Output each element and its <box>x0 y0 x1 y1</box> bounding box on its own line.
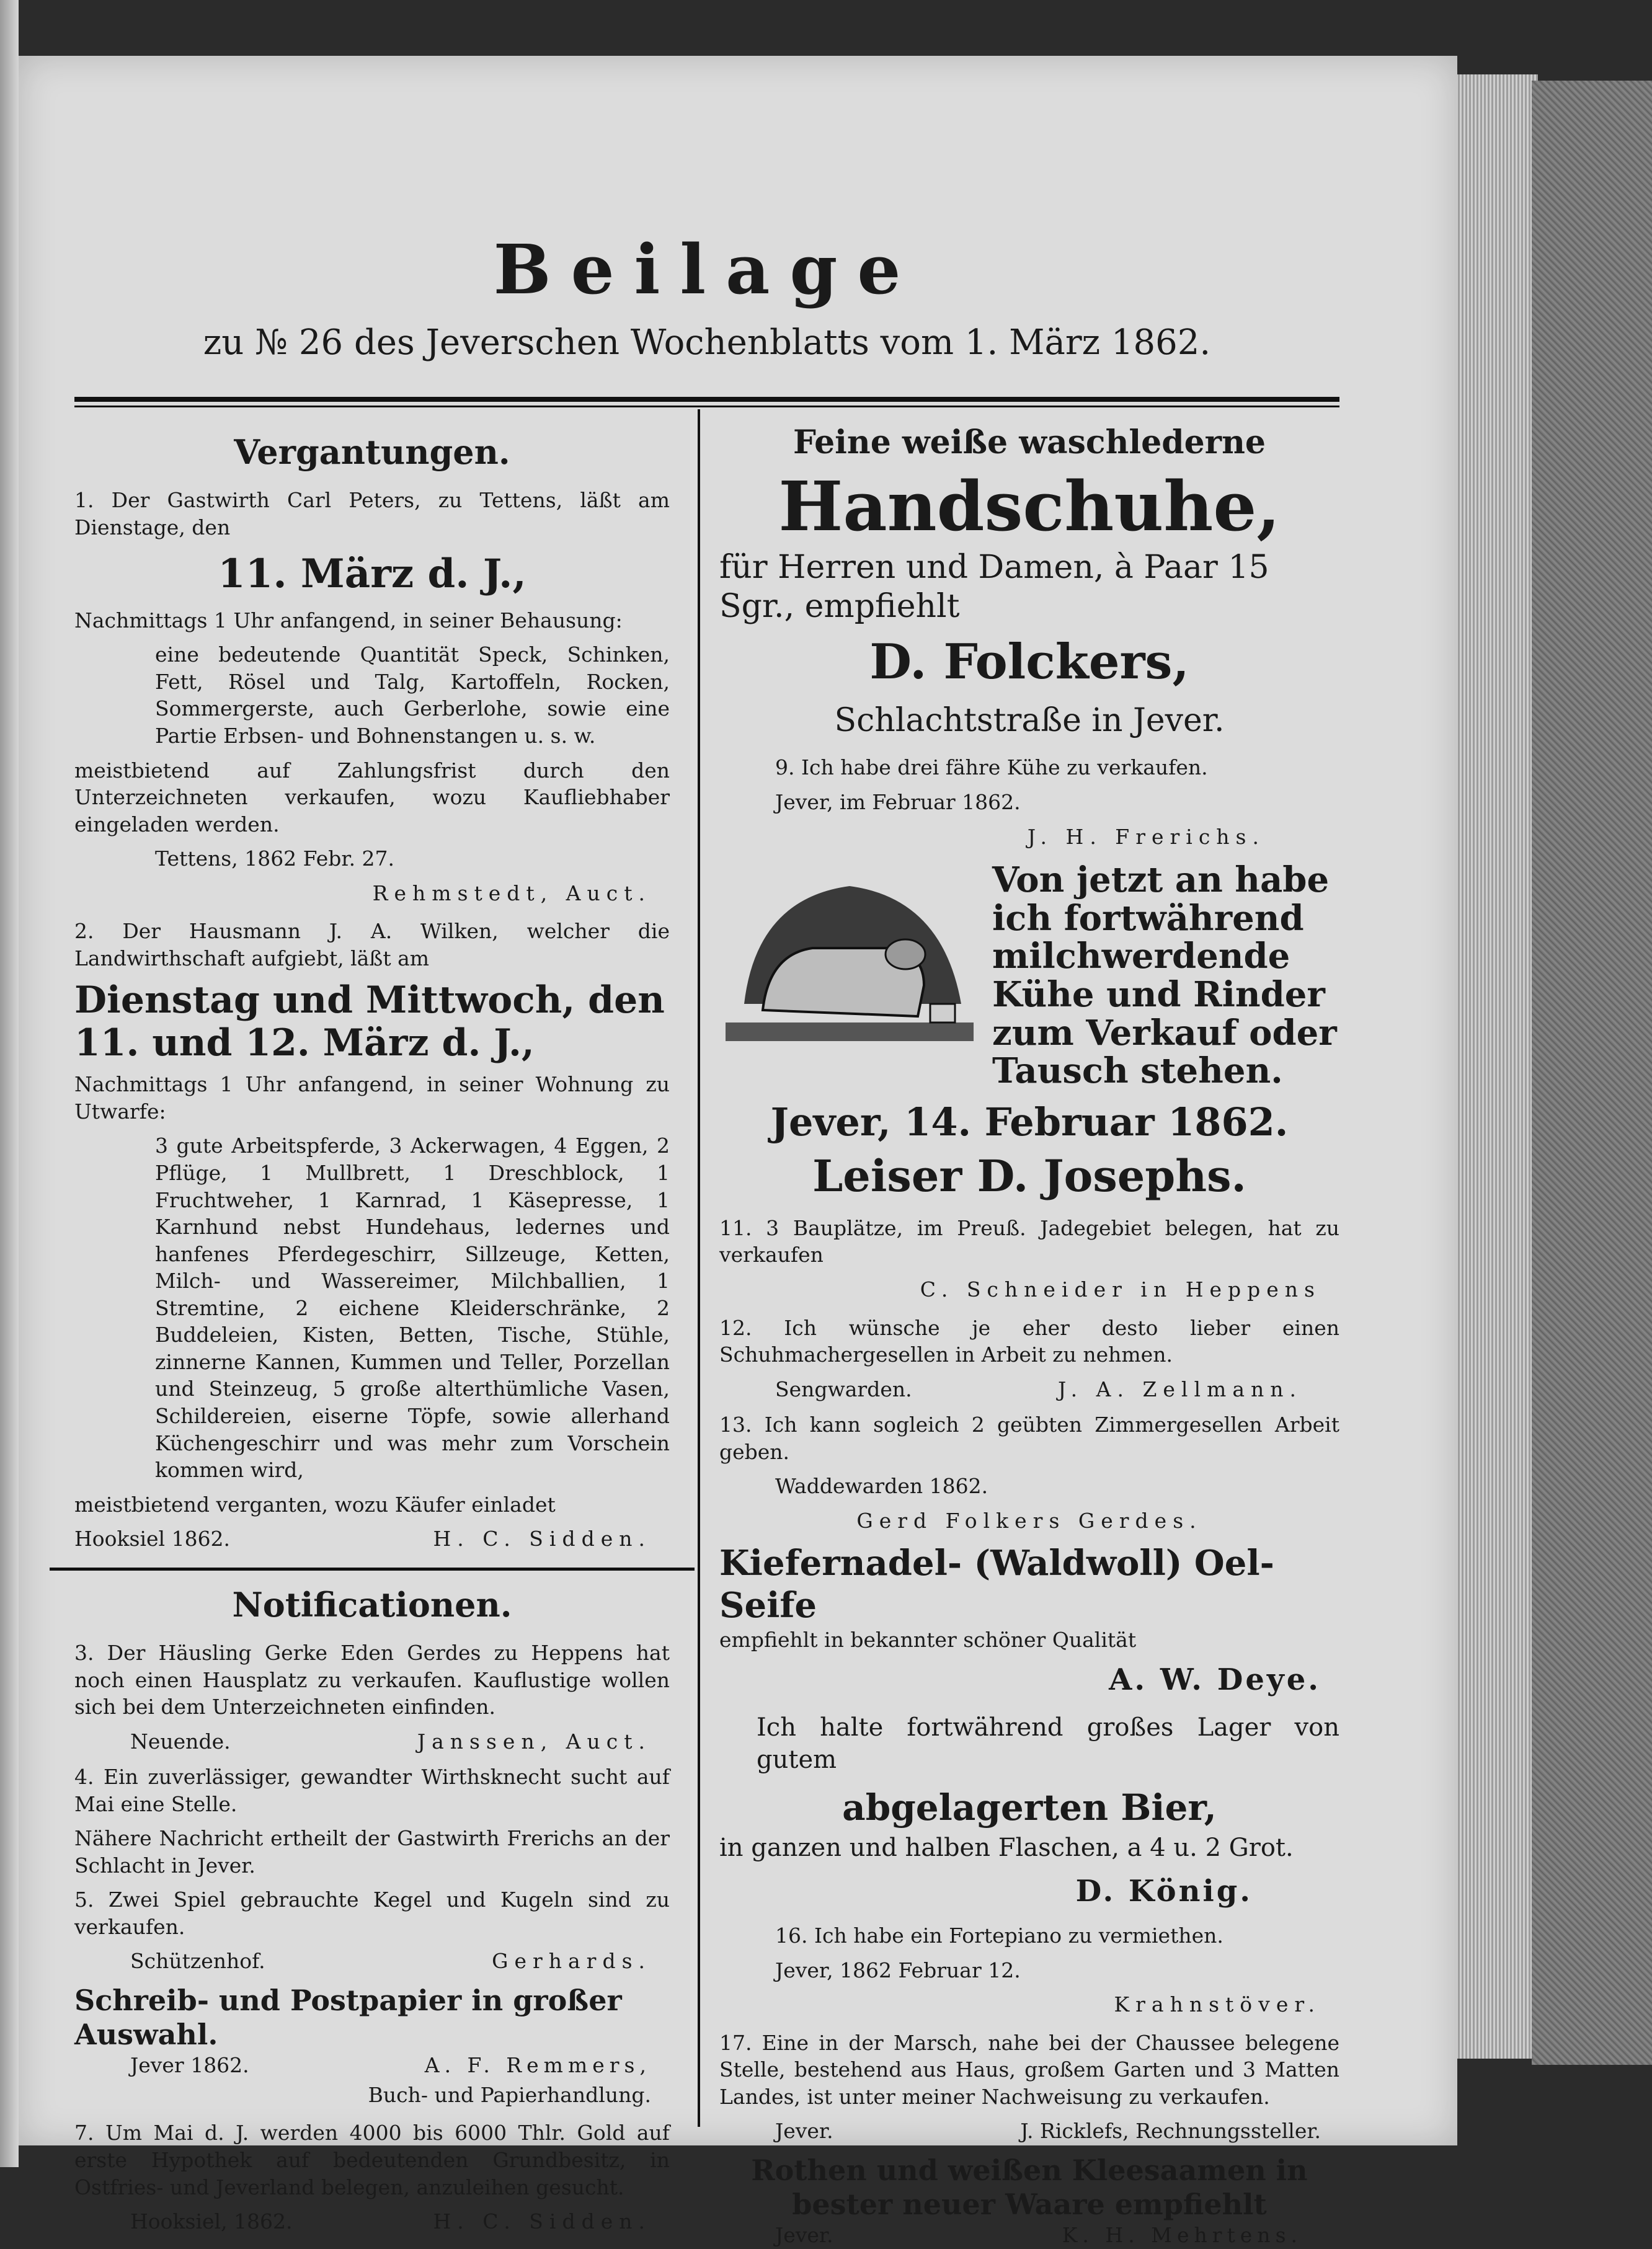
notice-12-text: 12. Ich wünsche je eher desto lieber einen Schuhmachergesellen in Arbeit zu nehmen. <box>719 1315 1339 1367</box>
notice-11-signature: C. Schneider in Heppens <box>920 1277 1321 1302</box>
notice-1-date: 11. März d. J., <box>218 551 526 598</box>
cattle-ad-merchant: Leiser D. Josephs. <box>812 1150 1246 1202</box>
section-rule <box>50 1568 695 1571</box>
notice-6-business: Buch- und Papierhandlung. <box>368 2082 651 2107</box>
beer-ad-intro: Ich halte fortwährend großes Lager von gutem <box>757 1713 1339 1775</box>
glove-ad-line1: Feine weiße waschlederne <box>793 424 1266 461</box>
notice-6-title: Schreib- und Postpapier in großer Auswahl. <box>74 1983 622 2052</box>
notice-2-signature: H. C. Sidden. <box>433 1527 651 1551</box>
cattle-ad-text: Von jetzt an habe ich fortwährend milchwerdende Kühe und Rinder zum Verkauf oder Tausch stehen. <box>992 859 1337 1092</box>
notice-7-place: Hooksiel, 1862. <box>130 2209 293 2234</box>
newspaper-page <box>19 56 1457 2248</box>
notice-7-text: 7. Um Mai d. J. werden 4000 bis 6000 Thlr. Gold auf erste Hypothek auf bedeutenden Grundbesitz, in Ostfries- und Jeverland belegen, anzuleihen gesucht. <box>74 2121 670 2199</box>
right-column <box>719 422 1339 2249</box>
notice-2-place: Hooksiel 1862. <box>74 1527 231 1551</box>
glove-ad-description: für Herren und Damen, à Paar 15 Sgr., empfiehlt <box>719 549 1269 625</box>
notice-4-text: 4. Ein zuverlässiger, gewandter Wirthsknecht sucht auf Mai eine Stelle. <box>74 1765 670 1816</box>
adjacent-page-edge <box>0 0 19 2167</box>
notice-2-terms: meistbietend verganten, wozu Käufer einladet <box>74 1492 556 1517</box>
notice-13-text: 13. Ich kann sogleich 2 geübten Zimmergesellen Arbeit geben. <box>719 1413 1339 1464</box>
notice-9-signature: J. H. Frerichs. <box>1027 824 1265 849</box>
column-divider <box>698 409 700 2127</box>
notice-1-place: Tettens, 1862 Febr. 27. <box>155 846 395 871</box>
glove-ad-headline: Handschuhe, <box>778 466 1281 546</box>
notice-1-intro: 1. Der Gastwirth Carl Peters, zu Tettens, läßt am Dienstage, den <box>74 488 670 539</box>
glove-ad-merchant: D. Folckers, <box>869 633 1189 690</box>
page-content <box>74 174 1339 2248</box>
beer-ad-text: in ganzen und halben Flaschen, a 4 u. 2 Grot. <box>719 1833 1294 1862</box>
section-heading-vergantungen: Vergantungen. <box>234 432 510 472</box>
section-heading-notificationen: Notificationen. <box>232 1584 512 1625</box>
notice-6-place: Jever 1862. <box>130 2053 249 2078</box>
supplement-title: Beilage <box>493 229 921 309</box>
notice-5-text: 5. Zwei Spiel gebrauchte Kegel und Kugeln sind zu verkaufen. <box>74 1887 670 1939</box>
notice-6-signature: A. F. Remmers, <box>424 2053 651 2078</box>
header-rule <box>74 397 1339 402</box>
notice-9-place: Jever, im Februar 1862. <box>775 790 1021 815</box>
notice-1-time: Nachmittags 1 Uhr anfangend, in seiner Behausung: <box>74 608 623 632</box>
beer-ad-title: abgelagerten Bier, <box>842 1786 1217 1829</box>
book-cover-board <box>1532 81 1652 2065</box>
notice-17-signature: J. Ricklefs, Rechnungssteller. <box>1020 2119 1321 2144</box>
notice-1-items: eine bedeutende Quantität Speck, Schinken, Fett, Rösel und Talg, Kartoffeln, Rocken, Sommergerste, auch Gerberlohe, sowie eine Partie Erbsen- und Bohnenstangen u. s. w. <box>155 642 670 748</box>
clover-seed-ad-title: Rothen und weißen Kleesaamen in bester neuer Waare empfiehlt <box>751 2153 1308 2221</box>
soap-ad-text: empfiehlt in bekannter schöner Qualität <box>719 1627 1137 1652</box>
notice-17-text: 17. Eine in der Marsch, nahe bei der Chaussee belegene Stelle, bestehend aus Haus, großem Garten und 3 Matten Landes, ist unter meiner Nachweisung zu verkaufen. <box>719 2030 1339 2109</box>
notice-4-detail: Nähere Nachricht ertheilt der Gastwirth Frerichs an der Schlacht in Jever. <box>74 1826 670 1878</box>
notice-2-intro: 2. Der Hausmann J. A. Wilken, welcher die Landwirthschaft aufgiebt, läßt am <box>74 919 670 970</box>
supplement-subtitle: zu № 26 des Jeverschen Wochenblatts vom 1. März 1862. <box>203 322 1211 363</box>
notice-1-terms: meistbietend auf Zahlungsfrist durch den Unterzeichneten verkaufen, wozu Kaufliebhaber eingeladen werden. <box>74 758 670 836</box>
soap-ad-title: Kiefernadel- (Waldwoll) Oel-Seife <box>719 1543 1274 1626</box>
notice-1-signature: Rehmstedt, Auct. <box>372 881 651 905</box>
notice-13-place: Waddewarden 1862. <box>775 1474 988 1499</box>
cattle-ad-date: Jever, 14. Februar 1862. <box>770 1099 1289 1145</box>
notice-5-place: Schützenhof. <box>130 1949 265 1974</box>
cow-illustration-icon <box>719 861 980 1047</box>
notice-5-signature: Gerhards. <box>492 1949 651 1974</box>
notice-2-items: 3 gute Arbeitspferde, 3 Ackerwagen, 4 Eggen, 2 Pflüge, 1 Mullbrett, 1 Dreschblock, 1 Fruchtweher, 1 Karnrad, 1 Käsepresse, 1 Karnhund nebst Hundehaus, ledernes und hanfenes Pferdegeschirr, Sillzeuge, Ketten, Milch- und Wassereimer, Milchballien, 1 Stremtine, 2 eichene Kleiderschränke, 2 Buddeleien, Kisten, Betten, Tische, Stühle, zinnerne Kannen, Kummen und Teller, Porzellan und Steinzeug, 5 große alterthümliche Vasen, Schildereien, eiserne Töpfe, sowie allerhand Küchengeschirr und was mehr zum Vorschein kommen wird, <box>155 1133 670 1483</box>
clover-seed-ad-signature: K. H. Mehrtens. <box>1062 2223 1302 2248</box>
notice-3-place: Neuende. <box>130 1729 231 1754</box>
notice-9-text: 9. Ich habe drei fähre Kühe zu verkaufen. <box>775 755 1208 780</box>
clover-seed-ad-place: Jever. <box>775 2223 833 2248</box>
notice-2-date: Dienstag und Mittwoch, den 11. und 12. März d. J., <box>74 978 665 1065</box>
notice-7-signature: H. C. Sidden. <box>433 2209 651 2234</box>
soap-ad-signature: A. W. Deye. <box>1109 1662 1321 1698</box>
notice-3-text: 3. Der Häusling Gerke Eden Gerdes zu Heppens hat noch einen Hausplatz zu verkaufen. Kauflustige wollen sich bei dem Unterzeichneten einfinden. <box>74 1640 670 1719</box>
notice-16-text: 16. Ich habe ein Fortepiano zu vermiethen. <box>775 1923 1223 1948</box>
notice-12-place: Sengwarden. <box>775 1377 912 1401</box>
left-column <box>74 422 670 2235</box>
notice-16-place: Jever, 1862 Februar 12. <box>775 1958 1021 1982</box>
notice-2-time: Nachmittags 1 Uhr anfangend, in seiner Wohnung zu Utwarfe: <box>74 1072 670 1124</box>
notice-13-signature: Gerd Folkers Gerdes. <box>856 1508 1202 1533</box>
notice-17-place: Jever. <box>775 2119 833 2144</box>
notice-3-signature: Janssen, Auct. <box>417 1729 651 1754</box>
cattle-ad <box>719 861 1339 1091</box>
glove-ad-address: Schlachtstraße in Jever. <box>834 701 1225 739</box>
header-rule-thin <box>74 406 1339 407</box>
notice-16-signature: Krahnstöver. <box>1114 1992 1321 2017</box>
notice-11-text: 11. 3 Bauplätze, im Preuß. Jadegebiet belegen, hat zu verkaufen <box>719 1215 1339 1267</box>
beer-ad-signature: D. König. <box>1075 1873 1253 1909</box>
notice-12-signature: J. A. Zellmann. <box>1058 1377 1302 1401</box>
